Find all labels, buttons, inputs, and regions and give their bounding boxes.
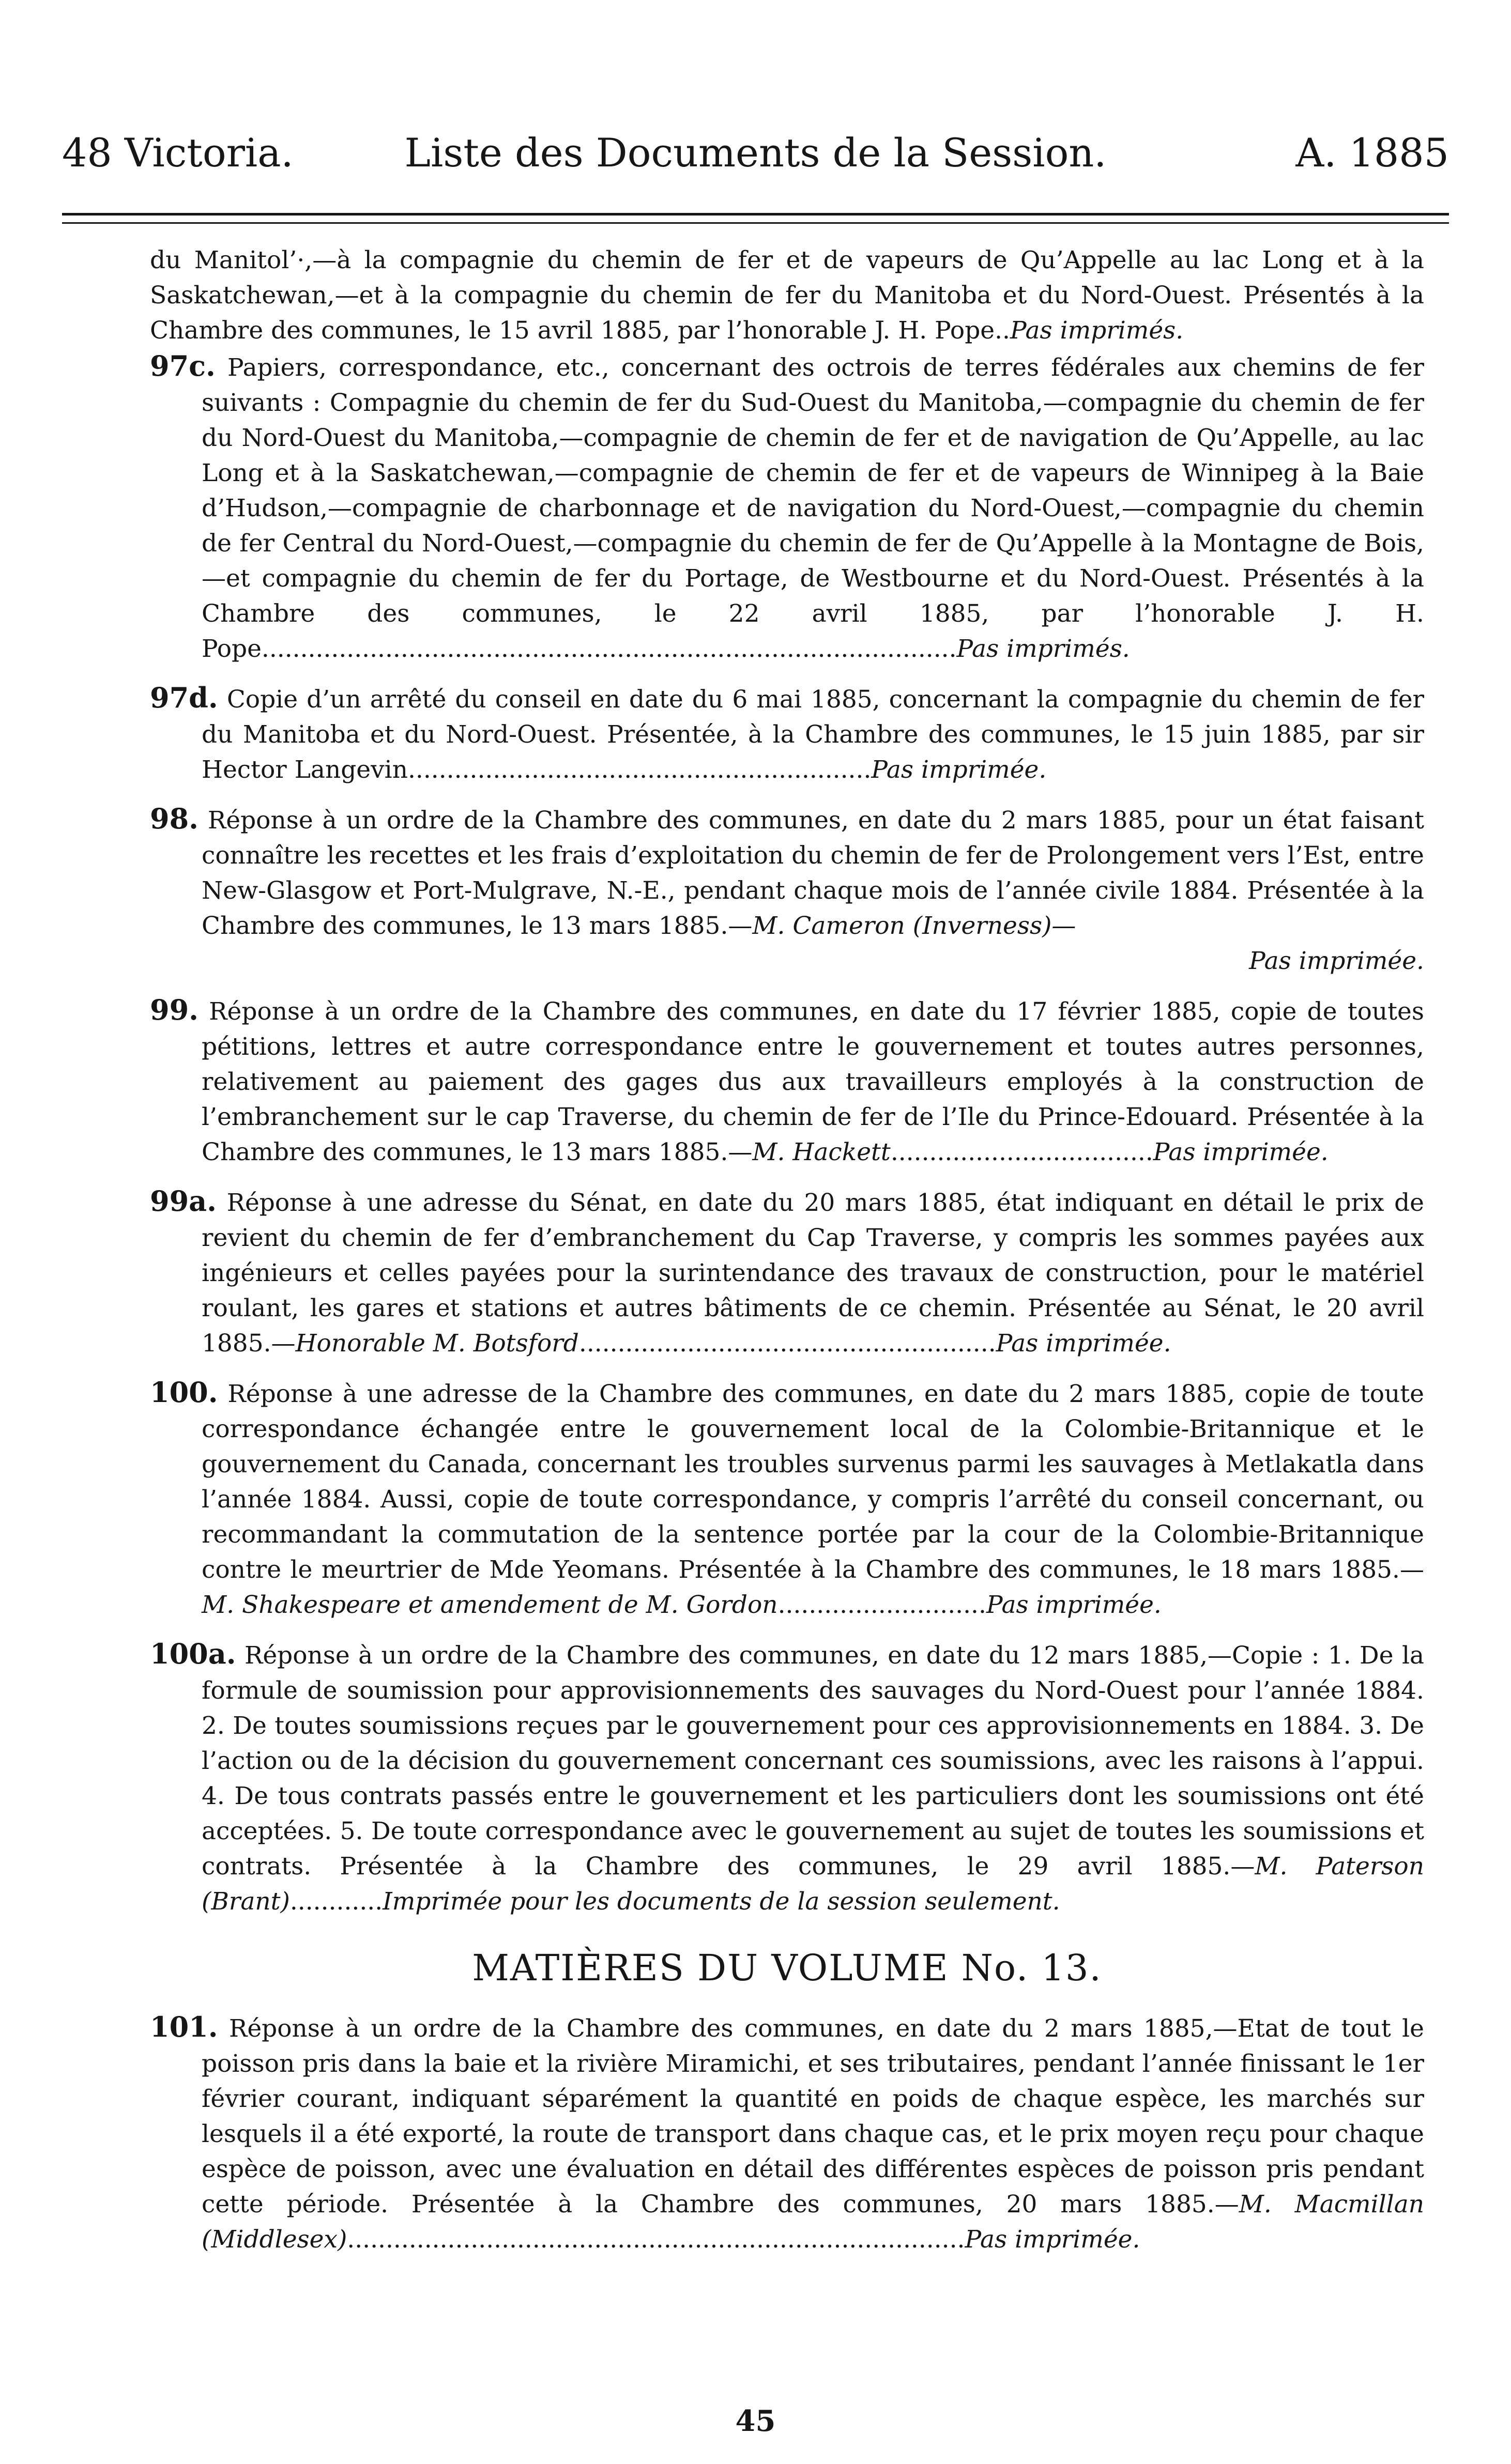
entry-text: Papiers, correspondance, etc., concernant des octrois de terres fédérales aux chemins de fer suivants : Compagnie du chemin de fer du Sud-Ouest du Manitoba,—compagnie du chemin de fer du Nord-Ouest du Manitoba,—compagnie de chemin de fer et de navigation de Qu’Appelle, au lac Long et à la Saskatchewan,—compagnie de chemin de fer et de vapeurs de Winnipeg à la Baie d’Hudson,—compagnie de charbonnage et de navigation du Nord-Ouest,—compagnie du chemin de fer Central du Nord-Ouest,—compagnie du chemin de fer de Qu’Appelle à la Montagne de Bois,—et compagnie du chemin de fer du Portage, de Westbourne et du Nord-Ouest. Présentés à la Chambre des communes, le 22 avril 1885, par l’honorable J. H. Pope [202, 353, 1424, 663]
header-title: Liste des Documents de la Session. [404, 130, 1107, 176]
entry-publication-status: Pas imprimée. [871, 756, 1047, 784]
entry-member: M. Hackett [752, 1138, 891, 1166]
entry-publication-status: Imprimée pour les documents de la session seulement. [383, 1887, 1060, 1916]
document-entry [150, 1183, 1424, 1361]
entry-dot-leader: ................................................................................ [347, 2225, 965, 2254]
entry-dot-leader: .................................. [890, 1138, 1153, 1166]
entry-dot-leader: ........................... [777, 1591, 986, 1619]
header-rule-thick [62, 213, 1449, 215]
entry-publication-status: Pas imprimée. [996, 1329, 1171, 1358]
entry-publication-status: Pas imprimée. [1153, 1138, 1329, 1166]
entry-publication-status: Pas imprimés. [956, 635, 1130, 663]
document-entry [150, 801, 1424, 979]
header-session-number: 48 Victoria. [62, 130, 294, 176]
entry-number-suffix: a. [189, 1184, 217, 1218]
entry-member: M. Paterson (Brant) [202, 1852, 1424, 1916]
entry-member: M. Shakespeare et amendement de M. Gordon [202, 1591, 778, 1619]
entry-text: Réponse à un ordre de la Chambre des communes, en date du 17 février 1885, copie de toutes pétitions, lettres et autre correspondance entre le gouvernement et toutes autres personnes, relativement au paiement des gages dus aux travailleurs employés à la construction de l’embranchement sur le cap Traverse, du chemin de fer de l’Ile du Prince-Edouard. Présentée à la Chambre des communes, le 13 mars 1885.— [202, 997, 1424, 1166]
entry-number: 98 [150, 802, 189, 835]
entry-dot-leader: ............ [289, 1887, 383, 1916]
entry-number-suffix: c. [189, 349, 216, 382]
entry-number-suffix: . [189, 993, 199, 1026]
entry-dot-leader: .......................................................................................... [261, 635, 957, 663]
entry-dot-leader: ............................................................ [407, 756, 872, 784]
entry-number: 97 [150, 681, 189, 714]
section-heading: MATIÈRES DU VOLUME No. 13. [472, 1947, 1102, 1989]
entry-text: Copie d’un arrêté du conseil en date du 6 mai 1885, concernant la compagnie du chemin de fer du Manitoba et du Nord-Ouest. Présentée, à la Chambre des communes, le 15 juin 1885, par sir Hector Langevin [202, 685, 1424, 784]
running-head [62, 122, 1449, 184]
intro-text: du Manitol’·,—à la compagnie du chemin de fer et de vapeurs de Qu’Appelle au lac Long et à la Saskatchewan,—et à la compagnie du chemin de fer du Manitoba et du Nord-Ouest. Présentés à la Chambre des communes, le 15 avril 1885, par l’honorable J. H. Pope.. [150, 246, 1424, 345]
entry-number: 97 [150, 349, 189, 382]
entry-text: Réponse à un ordre de la Chambre des communes, en date du 2 mars 1885,—Etat de tout le poisson pris dans la baie et la rivière Miramichi, et ses tributaires, pendant l’année finissant le 1er février courant, indiquant séparément la quantité en poids de chaque espèce, les marchés sur lesquels il a été exporté, la route de transport dans chaque cas, et le prix moyen reçu pour chaque espèce de poisson, avec une évaluation en détail des différentes espèces de poisson pris pendant cette période. Présentée à la Chambre des communes, 20 mars 1885.— [202, 2014, 1424, 2219]
document-list-volume-13 [150, 2009, 1424, 2257]
entry-number-suffix: . [208, 2010, 218, 2043]
document-entry [150, 680, 1424, 788]
intro-publication-status: Pas imprimés. [1010, 316, 1184, 345]
entry-number-suffix: d. [189, 681, 218, 714]
document-entry [150, 348, 1424, 667]
document-body [150, 243, 1424, 2257]
header-rule-thin [62, 222, 1449, 224]
entry-number: 101 [150, 2010, 208, 2043]
document-entry [150, 1375, 1424, 1623]
entry-publication-status: Pas imprimée. [965, 2225, 1140, 2254]
entry-publication-status: Pas imprimée. [1249, 947, 1424, 975]
entry-number-suffix: . [208, 1376, 218, 1409]
document-entry [150, 992, 1424, 1170]
page-number: 45 [735, 2404, 776, 2438]
entry-dot-leader: ...................................................... [578, 1329, 996, 1358]
entry-publication-status: Pas imprimée. [986, 1591, 1162, 1619]
entry-member: M. Cameron (Inverness)— [752, 912, 1076, 940]
entry-text: Réponse à une adresse de la Chambre des communes, en date du 2 mars 1885, copie de toute correspondance échangée entre le gouvernement local de la Colombie-Britannique et le gouvernement du Canada, concernant les troubles survenus parmi les sauvages à Metlakatla dans l’année 1884. Aussi, copie de toute correspondance, y compris l’arrêté du conseil concernant, ou recommandant la commutation de la sentence portée par la cour de la Colombie-Britannique contre le meurtrier de Mde Yeomans. Présentée à la Chambre des communes, le 18 mars 1885.— [202, 1380, 1424, 1584]
entry-number-suffix: . [189, 802, 199, 835]
entry-text: Réponse à un ordre de la Chambre des communes, en date du 12 mars 1885,—Copie : 1. De la formule de soumission pour approvisionnements des sauvages du Nord-Ouest pour l’année 1884. 2. De toutes soumissions reçues par le gouvernement pour ces approvisionnements en 1884. 3. De l’action ou de la décision du gouvernement concernant ces soumissions, avec les raisons à l’appui. 4. De tous contrats passés entre le gouvernement et les particuliers dont les soumissions ont été acceptées. 5. De toute correspondance avec le gouvernement au sujet de toutes les soumissions et contrats. Présentée à la Chambre des communes, le 29 avril 1885.— [202, 1641, 1424, 1881]
entry-number: 100 [150, 1376, 208, 1409]
document-entry [150, 1636, 1424, 1919]
entry-number: 99 [150, 1184, 189, 1218]
entry-member: M. Macmillan (Middlesex) [202, 2190, 1424, 2254]
entry-text: Réponse à un ordre de la Chambre des communes, en date du 2 mars 1885, pour un état faisant connaître les recettes et les frais d’exploitation du chemin de fer de Prolongement vers l’Est, entre New-Glasgow et Port-Mulgrave, N.-E., pendant chaque mois de l’année civile 1884. Présentée à la Chambre des communes, le 13 mars 1885.— [202, 806, 1424, 940]
entry-number: 99 [150, 993, 189, 1026]
document-entry [150, 2009, 1424, 2257]
header-year: A. 1885 [1295, 130, 1449, 176]
entry-member: Honorable M. Botsford [295, 1329, 579, 1358]
entry-number-suffix: a. [208, 1637, 236, 1670]
document-list [150, 348, 1424, 1919]
entry-text: Réponse à une adresse du Sénat, en date du 20 mars 1885, état indiquant en détail le prix de revient du chemin de fer d’embranchement du Cap Traverse, y compris les sommes payées aux ingénieurs et celles payées pour la surintendance des travaux de construction, pour le matériel roulant, les gares et stations et autres bâtiments de ce chemin. Présentée au Sénat, le 20 avril 1885.— [202, 1189, 1424, 1358]
entry-number: 100 [150, 1637, 208, 1670]
intro-paragraph [150, 243, 1424, 348]
